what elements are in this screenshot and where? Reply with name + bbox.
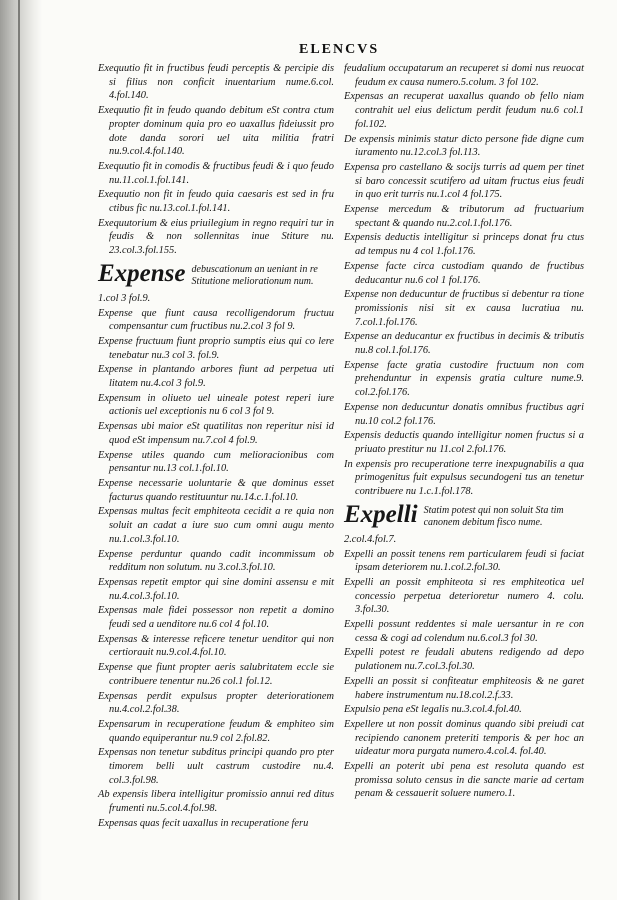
index-entry: Exequutio non fit in feudo quia caesaris est sed in fru ctibus fic nu.13.col.1.fol.141.	[98, 189, 334, 215]
index-entry: Expensum in oliueto uel uineale potest reperi iure actionis uel exceptionis nu 6 col 3 fol 9.	[98, 392, 334, 418]
index-entry: Expensas non tenetur subditus principi quando pro pter timorem belli uult castrum custodire nu.4. col.3.fol.98.	[98, 747, 334, 786]
index-entry: Expensarum in recuperatione feudum & emphiteo sim quando equiperantur nu.9 col 2.fol.82.	[98, 718, 334, 744]
index-entry: Expense in plantando arbores fiunt ad perpetua uti litatem nu.4.col 3 fol.9.	[98, 364, 334, 390]
index-entry: Expense utiles quando cum melioracionibus com pensantur nu.13 col.1.fol.10.	[98, 449, 334, 475]
index-entry: Expelli an possit si confiteatur emphiteosis & ne garet habere instrumentum nu.18.col.2.f.33.	[344, 675, 584, 701]
index-entry: Expulsio pena eSt legalis nu.3.col.4.fol.40.	[344, 704, 522, 716]
index-entry: Expensis deductis quando intelligitur nomen fructus si a priuato prestitur nu 11.col 2.fol.176.	[344, 430, 584, 455]
index-entry: Expense mercedum & tributorum ad fructuarium spectant & quando nu.2.col.1.fol.176.	[344, 204, 584, 229]
index-entry: Expelli possunt reddentes si male uersantur in re con cessa & cogi ad colendum nu.6.col.3 fol 30.	[344, 619, 584, 644]
index-entry: Expensas an recuperat uaxallus quando ob fello niam contrahit uel eius delictum perdit feudum nu.6 col.1 fol.102.	[344, 91, 584, 130]
index-entry: Expensas quas fecit uaxallus in recuperatione feru	[98, 817, 309, 829]
section-heading-text: Statim potest qui non soluit Sta tim canonem debitum fisco nume.	[423, 504, 564, 529]
index-entry: Expelli potest re feudali abutens redigendo ad depo pulationem nu.7.col.3.fol.30.	[344, 647, 584, 673]
index-entry: Expense perduntur quando cadit incommissum ob redditum non solutum. nu 3.col.3.fol.10.	[98, 548, 334, 574]
index-entry: Ab expensis libera intelligitur promissio annui red ditus frumenti nu.5.col.4.fol.98.	[98, 789, 334, 815]
index-entry: Expensas repetit emptor qui sine domini assensu e mit nu.4.col.3.fol.10.	[98, 576, 334, 602]
index-entry: Exequutio fit in fructibus feudi perceptis & percipie dis si filius non conficit inuentarium nume.6.col. 4.fol.140.	[98, 63, 334, 102]
section-initial-word: Expense	[98, 259, 186, 287]
index-entry: Expelli an possit emphiteota si res emphiteotica uel concessio perpetua deterioretur numero 4. colu. 3.fol.30.	[344, 576, 584, 616]
index-entry: Expensas & interesse reficere tenetur uenditor qui non certiorauit nu.9.col.4.fol.10.	[98, 633, 334, 659]
index-entry: Exequutorium & eius priuilegium in regno requiri tur in feudis & non sollennitas inue Stiture nu. 23.col.3.fol.155.	[98, 217, 334, 257]
left-entries-a	[98, 62, 334, 258]
index-entry: Expense fructuum fiunt proprio sumptis eius qui co lere tenebatur nu.3 col 3. fol.9.	[98, 335, 334, 361]
index-entry: Expensas ubi maior eSt quatilitas non reperitur nisi id quod eSt impensum nu.7.col 4 fol.9.	[98, 421, 334, 446]
index-entry: Expelli an possit tenens rem particularem feudi si faciat ipsam deteriorem nu.1.col.2.fol.30.	[344, 548, 584, 574]
index-entry: In expensis pro recuperatione terre inexpugnabilis a qua primogenitus fuit expulsus secundogeni tus an tenetur contribuere nu 1.c.1.fol.178.	[344, 458, 584, 498]
section-initial-word: Expelli	[344, 500, 418, 528]
index-entry: Expensas male fidei possessor non repetit a domino feudi sed a uenditore nu.6 col 4 fol.10.	[98, 605, 334, 631]
index-entry: Expense non deducuntur donatis omnibus fructibus agri nu.10 col.2 fol.176.	[344, 401, 584, 427]
book-gutter-shadow	[0, 0, 42, 900]
index-entry: Expensas multas fecit emphiteota cecidit a re quia non soluit an cadat a iure suo cum omni augu mento nu.1.col.3.fol.10.	[98, 506, 334, 545]
index-entry: Exequutio fit in comodis & fructibus feudi & i quo feudo nu.11.col.1.fol.141.	[98, 160, 334, 186]
index-entry: Expensa pro castellano & socijs turris ad quem per tinet si baro concessit scutifero ad uitam fructus eius feudi in quo erit turris nu.1.col 4 fol.175.	[344, 161, 584, 201]
left-column	[98, 62, 334, 832]
index-entry: Expense facte circa custodiam quando de fructibus deducantur nu.6 col 1 fol.176.	[344, 260, 584, 286]
index-entry: 2.col.4.fol.7.	[344, 533, 397, 545]
index-entry: Expense que fiunt causa recolligendorum fructuu compensantur cum fructibus nu.2.col 3 fol 9.	[98, 307, 334, 333]
index-entry: Expense que fiunt propter aeris salubritatem eccle sie contribuere tenentur nu.26 col.1 fol.12.	[98, 662, 334, 687]
index-entry: Expense necessarie uoluntarie & que dominus esset facturus quando restituuntur nu.14.c.1.fol.10.	[98, 477, 334, 503]
index-entry: De expensis minimis statur dicto persone fide digne cum iuramento nu.12.col.3 fol.113.	[344, 133, 584, 159]
index-entry: Expense non deducuntur de fructibus si debentur ra tione promissionis nisi sit ex causa lucratiua nu. 7.col.1.fol.176.	[344, 289, 584, 328]
index-entry: Exequutio fit in feudo quando debitum eSt contra ctum propter dominum quia pro eo uaxallus fideiussit pro dote danda sorori uel uita militia fratri nu.9.col.4.fol.140.	[98, 105, 334, 158]
running-header: ELENCVS	[299, 42, 380, 57]
index-entry: Expensis deductis intelligitur si princeps donat fru ctus ad tempus nu 4 col 1.fol.176.	[344, 232, 584, 258]
index-entry: Expensas perdit expulsus propter deteriorationem nu.4.col.2.fol.38.	[98, 690, 334, 716]
index-entry: 1.col 3 fol.9.	[98, 292, 151, 304]
book-spine-edge	[18, 0, 20, 900]
index-entry: Expense facte gratia custodire fructuum non com prehenduntur in expensis gratia culture nume.9. col.2.fol.176.	[344, 359, 584, 399]
right-entries-a	[344, 62, 584, 499]
section-heading-text: debuscationum an ueniant in re Stitutione meliorationum num.	[191, 263, 318, 288]
index-entry: Expense an deducantur ex fructibus in decimis & tributis nu.8 col.1.fol.176.	[344, 331, 584, 357]
index-entry: Expellere ut non possit dominus quando sibi preiudi cat recipiendo canonem preteriti temporis & per hoc an uideatur mora purgata numero.4.col.4. fol.40.	[344, 718, 584, 758]
section-heading-entry	[344, 500, 584, 530]
section-heading-entry	[98, 259, 334, 289]
right-column	[344, 62, 584, 802]
right-entries-b	[344, 533, 584, 801]
left-entries-b	[98, 292, 334, 831]
index-entry: feudalium occupatarum an recuperet si domi nus reuocat feudum ex causa numero.5.colum. 3 fol 102.	[344, 63, 584, 88]
index-entry: Expelli an poterit ubi pena est resoluta quando est promissa soluto census in die sancte marie ad certam penam & cessauerit soluere numero.1.	[344, 761, 584, 800]
